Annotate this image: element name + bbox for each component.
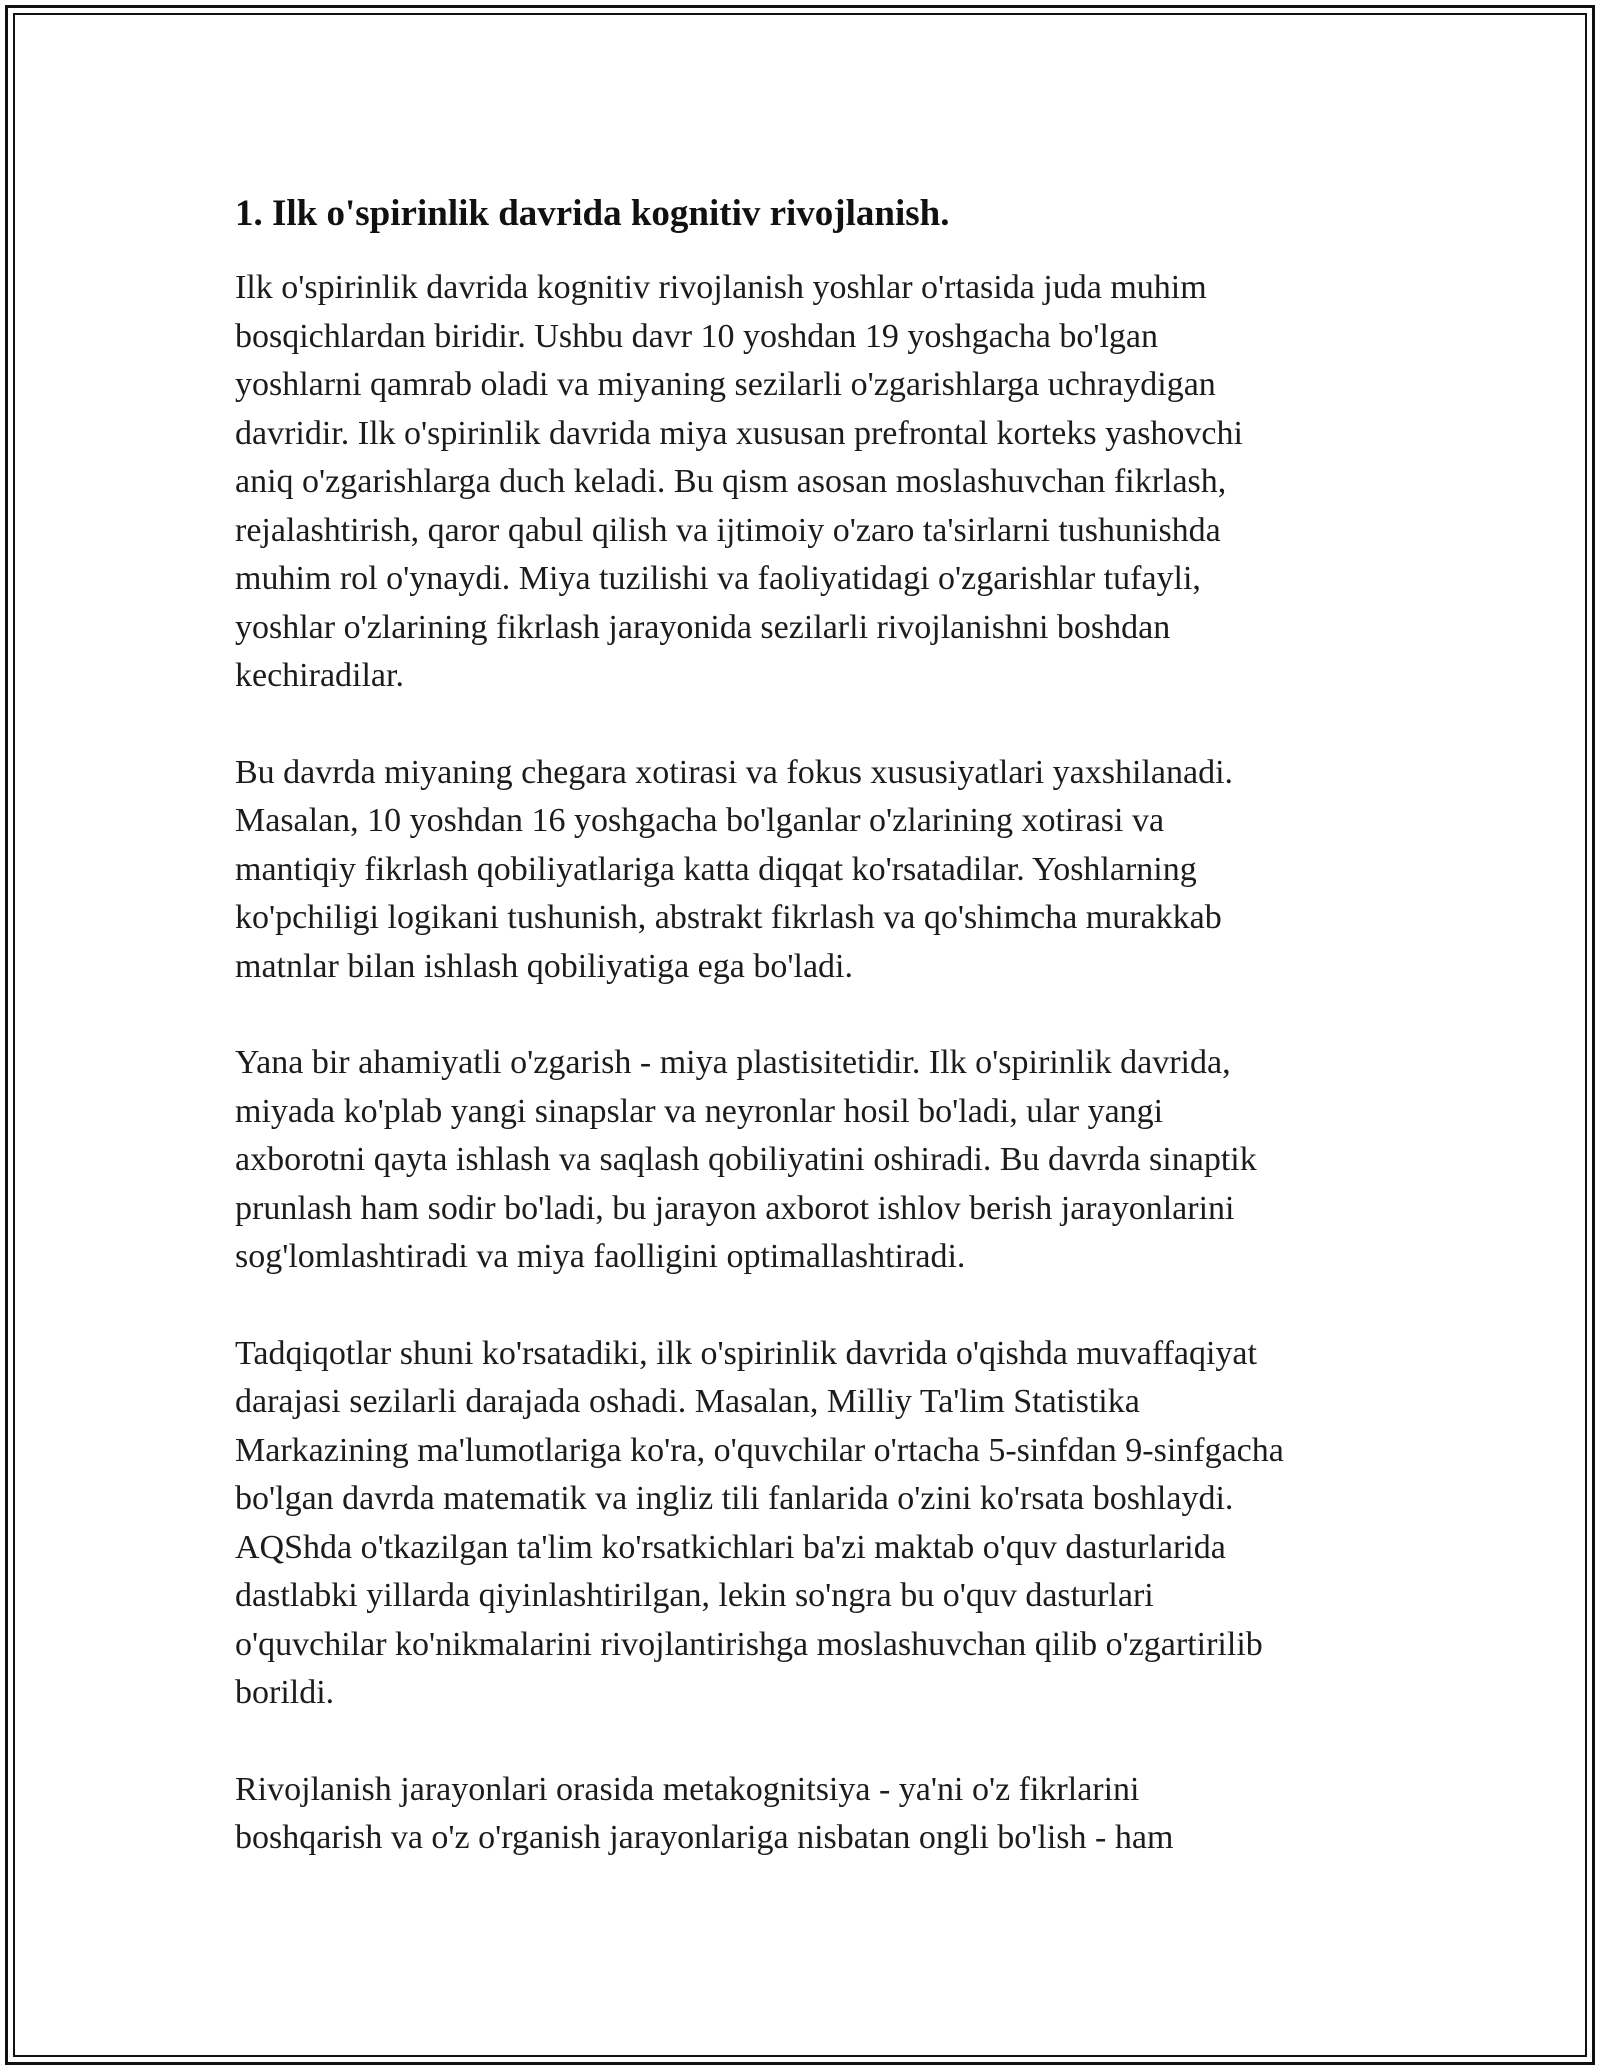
paragraph-cognitive-development: Ilk o'spirinlik davrida kognitiv rivojlanish yoshlar o'rtasida juda muhim bosqichlardan biridir. Ushbu davr 10 yoshdan 19 yoshgacha bo'lgan yoshlarni qamrab oladi va miyaning sezilarli o'zgarishlarga uchraydigan davridir. Ilk o'spirinlik davrida miya xususan prefrontal korteks yashovchi aniq o'zgarishlarga duch keladi. Bu qism asosan moslashuvchan fikrlash, rejalashtirish, qaror qabul qilish va ijtimoiy o'zaro ta'sirlarni tushunishda muhim rol o'ynaydi. Miya tuzilishi va faoliyatidagi o'zgarishlar tufayli, yoshlar o'zlarining fikrlash jarayonida sezilarli rivojlanishni boshdan kechiradilar. [235,269,1243,694]
paragraph-metacognition: Rivojlanish jarayonlari orasida metakognitsiya - ya'ni o'z fikrlarini boshqarish va o'z o'rganish jarayonlariga nisbatan ongli bo'lish - ham [235,1770,1174,1856]
paragraph-brain-plasticity: Yana bir ahamiyatli o'zgarish - miya plastisitetidir. Ilk o'spirinlik davrida, miyada ko'plab yangi sinapslar va neyronlar hosil bo'ladi, ular yangi axborotni qayta ishlash va saqlash qobiliyatini oshiradi. Bu davrda sinaptik prunlash ham sodir bo'ladi, bu jarayon axborot ishlov berish jarayonlarini sog'lomlashtiradi va miya faolligini optimallashtiradi. [235,1044,1257,1275]
paragraph-memory-focus: Bu davrda miyaning chegara xotirasi va fokus xususiyatlari yaxshilanadi. Masalan, 10 yoshdan 16 yoshgacha bo'lganlar o'zlarining xotirasi va mantiqiy fikrlash qobiliyatlariga katta diqqat ko'rsatadilar. Yoshlarning ko'pchiligi logikani tushunish, abstrakt fikrlash va qo'shimcha murakkab matnlar bilan ishlash qobiliyatiga ega bo'ladi. [235,753,1234,985]
paragraph-research-findings: Tadqiqotlar shuni ko'rsatadiki, ilk o'spirinlik davrida o'qishda muvaffaqiyat darajasi sezilarli darajada oshadi. Masalan, Milliy Ta'lim Statistika Markazining ma'lumotlariga ko'ra, o'quvchilar o'rtacha 5-sinfdan 9-sinfgacha bo'lgan davrda matematik va ingliz tili fanlarida o'zini ko'rsata boshlaydi. AQShda o'tkazilgan ta'lim ko'rsatkichlari ba'zi maktab o'quv dasturlarida dastlabki yillarda qiyinlashtirilgan, lekin so'ngra bu o'quv dasturlari o'quvchilar ko'nikmalarini rivojlantirishga moslashuvchan qilib o'zgartirilib borildi. [235,1334,1284,1711]
document-body [235,188,1385,1911]
section-heading: 1. Ilk o'spirinlik davrida kognitiv rivojlanish. [235,193,950,234]
